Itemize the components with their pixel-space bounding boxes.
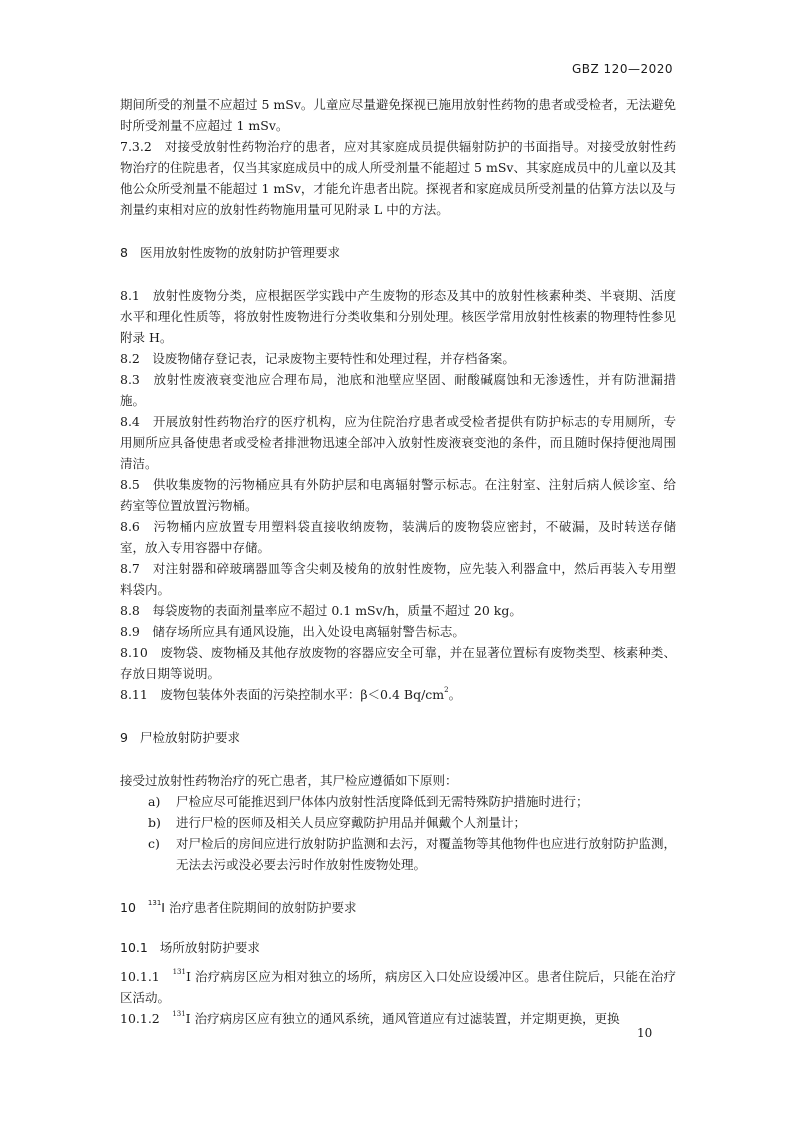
- page-number: 10: [637, 1026, 653, 1040]
- clause-8-3: 8.3 放射性废液衰变池应合理布局，池底和池壁应坚固、耐酸碱腐蚀和无渗透性，并有防泄漏措施。: [120, 372, 676, 408]
- section-8-title: 医用放射性废物的放射防护管理要求: [139, 245, 340, 260]
- clause-text: I 治疗病房区应为相对独立的场所，病房区入口处应设缓冲区。患者住院后，只能在治疗区活动。: [120, 969, 676, 1005]
- subsection-10-1-title: 场所放射防护要求: [159, 940, 260, 955]
- paragraph-continued: 期间所受的剂量不应超过 5 mSv。儿童应尽量避免探视已施用放射性药物的患者或受检者，无法避免时所受剂量不应超过 1 mSv。: [120, 97, 676, 133]
- list-text: 进行尸检的医师及相关人员应穿戴防护用品并佩戴个人剂量计；: [176, 815, 527, 830]
- clause-10-1-1: [120, 966, 676, 1008]
- list-item: [120, 812, 676, 833]
- list-marker: c): [148, 836, 160, 851]
- clause-8-1: 8.1 放射性废物分类，应根据医学实践中产生废物的形态及其中的放射性核素种类、半衰期、活度水平和理化性质等，将放射性废物进行分类收集和分别处理。核医学常用放射性核素的物理特性参见附录 H。: [120, 288, 676, 345]
- section-8-heading: [120, 242, 676, 263]
- clause-8-6: 8.6 污物桶内应放置专用塑料袋直接收纳废物，装满后的废物袋应密封，不破漏，及时转送存储室，放入专用容器中存储。: [120, 519, 676, 555]
- clause-number: 10.1.2: [120, 1011, 160, 1026]
- clause-8-11-end: 。: [448, 687, 462, 702]
- clause-10-1-2: [120, 1008, 676, 1029]
- section-9-title: 尸检放射防护要求: [139, 730, 240, 745]
- clause-8-5: 8.5 供收集废物的污物桶应具有外防护层和电离辐射警示标志。在注射室、注射后病人候诊室、给药室等位置放置污物桶。: [120, 477, 676, 513]
- subsection-10-1-number: 10.1: [120, 940, 148, 955]
- clause-8-11-text: 8.11 废物包装体外表面的污染控制水平：β＜0.4 Bq/cm: [120, 687, 445, 702]
- clause-8-11-superscript: 2: [444, 686, 449, 694]
- section-10-heading: [120, 897, 676, 918]
- clause-8-11: [120, 684, 676, 705]
- list-text: 尸检应尽可能推迟到尸体体内放射性活度降低到无需特殊防护措施时进行；: [176, 794, 589, 809]
- section-10-title: I 治疗患者住院期间的放射防护要求: [161, 900, 357, 915]
- standard-code-header: GBZ 120—2020: [571, 62, 673, 76]
- list-marker: b): [148, 815, 161, 830]
- section-9-intro: 接受过放射性药物治疗的死亡患者，其尸检应遵循如下原则：: [120, 773, 458, 788]
- clause-7-3-2: 7.3.2 对接受放射性药物治疗的患者，应对其家庭成员提供辐射防护的书面指导。对接受放射性药物治疗的住院患者，仅当其家庭成员中的成人所受剂量不能超过 5 mSv、其家庭成员中的儿童以及其他公众所受剂量不能超过 1 mSv，才能允许患者出院。探视者和家庭成员所受剂量的估算方法以及与剂量约束相对应的放射性药物施用量可见附录 L 中的方法。: [120, 139, 676, 217]
- clause-8-10: 8.10 废物袋、废物桶及其他存放废物的容器应安全可靠，并在显著位置标有废物类型、核素种类、存放日期等说明。: [120, 645, 676, 681]
- clause-8-2: 8.2 设废物储存登记表，记录废物主要特性和处理过程，并存档备案。: [120, 351, 515, 366]
- clause-8-7: 8.7 对注射器和碎玻璃器皿等含尖刺及棱角的放射性废物，应先装入利器盒中，然后再装入专用塑料袋内。: [120, 561, 676, 597]
- subsection-10-1-heading: [120, 937, 676, 958]
- isotope-superscript: 131: [172, 1010, 186, 1018]
- clause-text: I 治疗病房区应有独立的通风系统，通风管道应有过滤装置，并定期更换，更换: [185, 1011, 620, 1026]
- clause-8-8: 8.8 每袋废物的表面剂量率应不超过 0.1 mSv/h，质量不超过 20 kg。: [120, 603, 522, 618]
- section-9-number: 9: [120, 730, 128, 745]
- clause-number: 10.1.1: [120, 969, 160, 984]
- isotope-superscript: 131: [172, 968, 186, 976]
- list-item: [120, 791, 676, 812]
- list-text: 对尸检后的房间应进行放射防护监测和去污，对覆盖物等其他物件也应进行放射防护监测，无法去污或没必要去污时作放射性废物处理。: [176, 836, 677, 872]
- page-body: [120, 94, 676, 1029]
- section-9-list: [120, 791, 676, 875]
- section-10-isotope-superscript: 131: [147, 899, 162, 907]
- clause-8-4: 8.4 开展放射性药物治疗的医疗机构，应为住院治疗患者或受检者提供有防护标志的专用厕所，专用厕所应具备使患者或受检者排泄物迅速全部冲入放射性废液衰变池的条件，而且随时保持便池周围清洁。: [120, 414, 676, 471]
- section-9-heading: [120, 727, 676, 748]
- list-marker: a): [148, 794, 161, 809]
- clause-8-9: 8.9 储存场所应具有通风设施，出入处设电离辐射警告标志。: [120, 624, 465, 639]
- list-item: [120, 833, 676, 875]
- section-8-number: 8: [120, 245, 128, 260]
- section-10-number: 10: [120, 900, 136, 915]
